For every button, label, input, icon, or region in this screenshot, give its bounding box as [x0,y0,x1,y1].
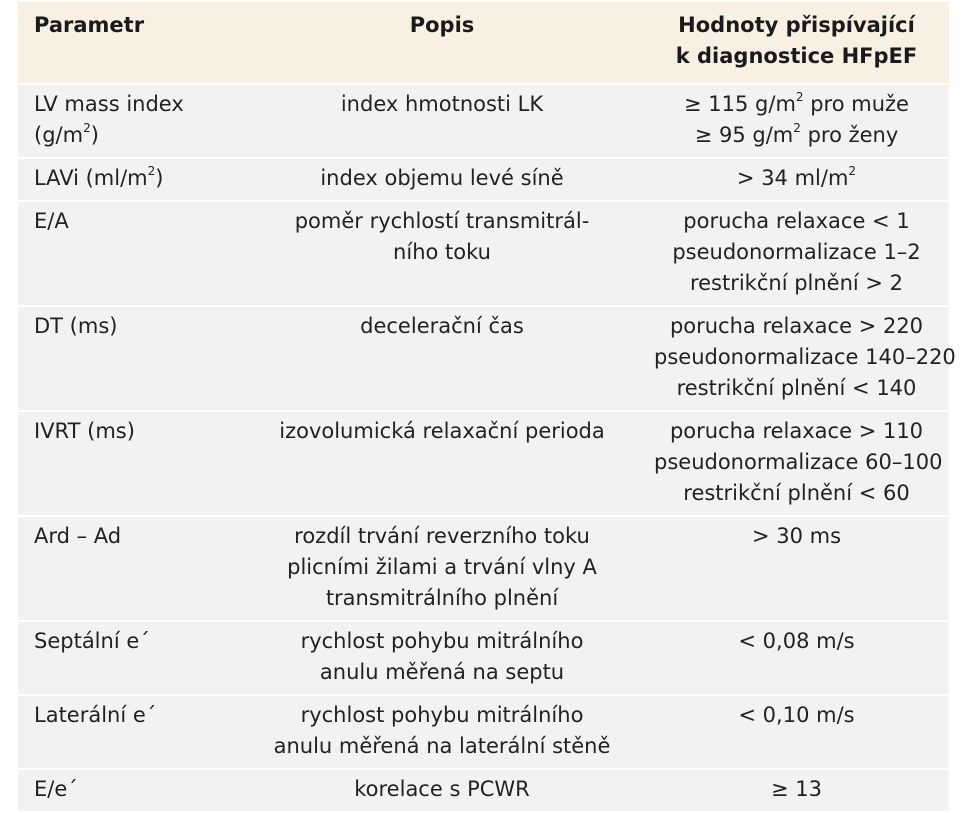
value-text: > 30 ms [751,524,842,548]
cell-parameter [18,769,240,812]
table-row [18,411,949,516]
cell-description [240,769,644,812]
value-text: < 0,08 m/s [738,629,855,653]
table-row [18,621,949,695]
table-row [18,84,949,158]
value-text: pseudonormalizace 1–2 [672,240,921,264]
table-row [18,516,949,621]
cell-value [644,695,949,769]
table-row [18,306,949,411]
cell-value [644,621,949,695]
desc-text: decelerační čas [360,314,524,338]
value-text: < 0,10 m/s [738,703,855,727]
param-text: E/A [34,209,69,233]
cell-parameter [18,158,240,201]
value-text: restrikční plnění < 60 [683,481,910,505]
param-text: E/e´ [34,777,78,801]
param-text: LV mass index [34,92,184,116]
header-hodnoty-line2: k diagnostice HFpEF [675,44,918,68]
desc-text: index hmotnosti LK [340,92,544,116]
cell-value [644,411,949,516]
cell-value [644,769,949,812]
cell-description [240,411,644,516]
cell-description [240,306,644,411]
value-text: porucha relaxace > 220 [669,314,924,338]
param-text: Septální e´ [34,629,150,653]
header-hodnoty-line1: Hodnoty přispívající [678,13,915,37]
cell-parameter [18,411,240,516]
table-row [18,201,949,306]
value-text: ≥ 13 [771,777,822,801]
desc-text: transmitrálního plnění [325,586,559,610]
desc-text: index objemu levé síně [320,166,564,190]
value-text: pseudonormalizace 140–220 [654,345,956,369]
table-header-row [18,2,949,84]
cell-parameter [18,84,240,158]
cell-value [644,201,949,306]
cell-value [644,158,949,201]
param-text: Ard – Ad [34,524,122,548]
value-text: restrikční plnění < 140 [676,376,917,400]
cell-parameter [18,306,240,411]
param-text: Laterální e´ [34,703,157,727]
desc-text: anulu měřená na septu [319,660,565,684]
table-row [18,695,949,769]
param-text: DT (ms) [34,314,118,338]
cell-description [240,516,644,621]
cell-value [644,516,949,621]
cell-description [240,201,644,306]
value-text: > 34 $ml/m^2$ [736,164,857,190]
value-text: pseudonormalizace 60–100 [654,450,943,474]
value-text: restrikční plnění > 2 [689,271,904,295]
desc-text: korelace s PCWR [354,777,530,801]
header-popis: Popis [240,2,644,84]
value-text: ≥ 115 $g/m^2$ pro muže [684,90,909,116]
cell-parameter [18,621,240,695]
header-parametr: Parametr [18,2,240,84]
cell-description [240,695,644,769]
cell-value [644,306,956,411]
desc-text: poměr rychlostí transmitrál- [294,209,590,233]
header-hodnoty [644,2,949,84]
value-text: porucha relaxace > 110 [669,419,924,443]
parameters-table [18,2,956,813]
desc-text: rozdíl trvání reverzního toku [294,524,590,548]
cell-parameter [18,695,240,769]
desc-text: plicními žilami a trvání vlny A [287,555,597,579]
cell-value [644,84,949,158]
param-text: $(g/m^2)$ [34,121,99,147]
desc-text: izovolumická relaxační perioda [279,419,605,443]
value-text: ≥ 95 $g/m^2$ pro ženy [694,121,899,147]
cell-parameter [18,201,240,306]
table-row [18,158,949,201]
param-text: LAVi $(ml/m^2)$ [34,164,164,190]
cell-description [240,621,644,695]
desc-text: rychlost pohybu mitrálního [300,703,584,727]
desc-text: anulu měřená na laterální stěně [273,734,611,758]
cell-description [240,158,644,201]
desc-text: rychlost pohybu mitrálního [300,629,584,653]
param-text: IVRT (ms) [34,419,135,443]
cell-parameter [18,516,240,621]
desc-text: ního toku [393,240,491,264]
value-text: porucha relaxace < 1 [683,209,910,233]
cell-description [240,84,644,158]
table-row [18,769,949,812]
